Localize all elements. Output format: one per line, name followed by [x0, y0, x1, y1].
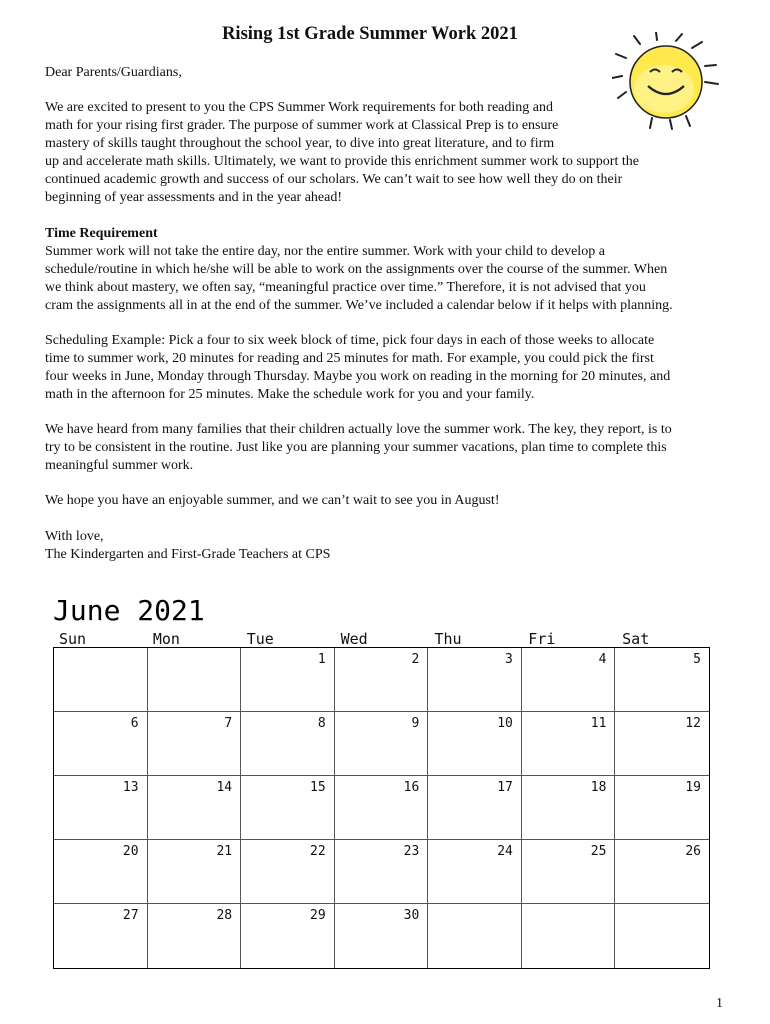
time-line: Summer work will not take the entire day, nor the entire summer. Work with your child to develop a: [45, 244, 605, 259]
signoff: [45, 528, 735, 564]
calendar-day-number: 3: [505, 652, 513, 667]
weekday-label: Tue: [246, 630, 274, 648]
calendar-day-cell: [428, 776, 522, 840]
calendar-day-number: 10: [497, 716, 513, 731]
calendar-day-number: 4: [598, 652, 607, 667]
calendar-day-number: 19: [685, 780, 701, 795]
families-paragraph: [45, 421, 735, 475]
calendar-day-cell: [148, 840, 242, 904]
calendar-day-number: 29: [310, 908, 326, 923]
weekday-label: Sun: [59, 630, 87, 648]
calendar-day-cell: [522, 648, 616, 712]
calendar-day-cell: [148, 904, 242, 968]
calendar-day-cell: [615, 712, 709, 776]
calendar-day-cell: [428, 904, 522, 968]
calendar-day-number: 27: [122, 908, 139, 923]
families-line: meaningful summer work.: [45, 458, 194, 473]
calendar-day-number: 18: [590, 780, 607, 795]
calendar-day-number: 11: [590, 716, 607, 731]
calendar-day-number: 17: [497, 780, 513, 795]
weekday-label: Mon: [152, 630, 180, 648]
calendar-day-cell: [428, 840, 522, 904]
calendar-day-number: 16: [403, 780, 420, 795]
calendar-day-cell: [615, 776, 709, 840]
calendar-day-number: 23: [403, 844, 420, 859]
families-line: try to be consistent in the routine. Just like you are planning your summer vacations, plan time to complete this: [45, 440, 667, 455]
calendar-day-cell: [54, 904, 148, 968]
calendar-day-cell: [428, 648, 522, 712]
calendar-day-number: 9: [411, 716, 420, 731]
calendar-day-cell: [335, 648, 429, 712]
intro-line: continued academic growth and success of our scholars. We can’t wait to see how well they do on their: [45, 172, 623, 187]
calendar-day-cell: [54, 648, 148, 712]
section-heading: Time Requirement: [45, 226, 158, 241]
intro-line: up and accelerate math skills. Ultimately, we want to provide this enrichment summer work to support the: [45, 154, 639, 169]
scheduling-line: time to summer work, 20 minutes for reading and 25 minutes for math. For example, you could pick the first: [45, 351, 654, 366]
weekday-label: Fri: [528, 630, 556, 648]
calendar-day-cell: [335, 776, 429, 840]
calendar-day-number: 15: [310, 780, 326, 795]
calendar-day-cell: [428, 712, 522, 776]
time-line: schedule/routine in which he/she will be able to work on the assignments over the course of the summer. When: [45, 262, 668, 277]
calendar-day-cell: [148, 776, 242, 840]
calendar-day-number: 25: [590, 844, 607, 859]
calendar-day-cell: [241, 648, 335, 712]
time-requirement-section: [45, 225, 735, 315]
greeting: Dear Parents/Guardians,: [45, 65, 182, 80]
calendar-title: June 2021: [53, 594, 205, 627]
intro-paragraph: [45, 99, 735, 207]
calendar-day-number: 7: [224, 716, 233, 731]
calendar-day-cell: [522, 904, 616, 968]
calendar-day-cell: [615, 904, 709, 968]
calendar-day-cell: [148, 648, 242, 712]
scheduling-line: math in the afternoon for 25 minutes. Make the schedule work for you and your family.: [45, 387, 535, 402]
scheduling-paragraph: [45, 332, 735, 404]
scheduling-line: four weeks in June, Monday through Thursday. Maybe you work on reading in the morning for 20 minutes, and: [45, 369, 671, 384]
calendar-day-cell: [522, 776, 616, 840]
calendar-day-number: 24: [497, 844, 513, 859]
scheduling-line: Scheduling Example: Pick a four to six week block of time, pick four days in each of those weeks to allocate: [45, 333, 655, 348]
signature: The Kindergarten and First-Grade Teachers at CPS: [45, 547, 331, 562]
calendar-day-number: 1: [317, 652, 326, 667]
calendar-day-number: 14: [216, 780, 233, 795]
weekday-label: Sat: [622, 630, 650, 648]
calendar-day-cell: [241, 840, 335, 904]
calendar-day-number: 6: [130, 716, 139, 731]
calendar-day-number: 22: [310, 844, 326, 859]
weekday-label: Thu: [434, 630, 462, 648]
closing: With love,: [45, 529, 104, 544]
intro-line: mastery of skills taught throughout the school year, to dive into great literature, and to firm: [45, 136, 555, 151]
calendar-grid: [53, 647, 710, 969]
time-line: we think about mastery, we often say, “meaningful practice over time.” Therefore, it is not advised that you: [45, 280, 646, 295]
calendar-day-cell: [54, 776, 148, 840]
calendar-weekday-header: [53, 630, 710, 648]
calendar-day-cell: [148, 712, 242, 776]
time-line: cram the assignments all in at the end of the summer. We’ve included a calendar below if it helps with planning.: [45, 298, 673, 313]
intro-line: math for your rising first grader. The purpose of summer work at Classical Prep is to ensure: [45, 118, 559, 133]
weekday-label: Wed: [340, 630, 368, 648]
calendar-day-number: 20: [122, 844, 139, 859]
calendar-day-cell: [615, 840, 709, 904]
page-title: Rising 1st Grade Summer Work 2021: [222, 24, 518, 44]
calendar-day-cell: [241, 776, 335, 840]
calendar-day-cell: [54, 840, 148, 904]
intro-line: beginning of year assessments and in the year ahead!: [45, 190, 343, 205]
calendar-day-number: 8: [317, 716, 326, 731]
calendar-day-cell: [615, 648, 709, 712]
calendar-day-number: 21: [216, 844, 233, 859]
families-line: We have heard from many families that their children actually love the summer work. The key, they report, is to: [45, 422, 672, 437]
calendar-day-cell: [241, 712, 335, 776]
calendar-day-cell: [522, 840, 616, 904]
calendar-day-number: 13: [122, 780, 139, 795]
calendar-day-cell: [335, 904, 429, 968]
calendar-day-cell: [241, 904, 335, 968]
calendar-day-number: 26: [685, 844, 701, 859]
calendar-day-number: 30: [403, 908, 420, 923]
calendar-day-cell: [335, 712, 429, 776]
calendar-day-cell: [522, 712, 616, 776]
intro-line: We are excited to present to you the CPS Summer Work requirements for both reading and: [45, 100, 553, 115]
page-number: 1: [716, 996, 723, 1011]
hope-line: We hope you have an enjoyable summer, and we can’t wait to see you in August!: [45, 493, 500, 508]
calendar-day-number: 28: [216, 908, 233, 923]
calendar-day-number: 2: [411, 652, 420, 667]
calendar-day-cell: [54, 712, 148, 776]
calendar-day-number: 12: [685, 716, 701, 731]
calendar-day-cell: [335, 840, 429, 904]
calendar-day-number: 5: [693, 652, 701, 667]
